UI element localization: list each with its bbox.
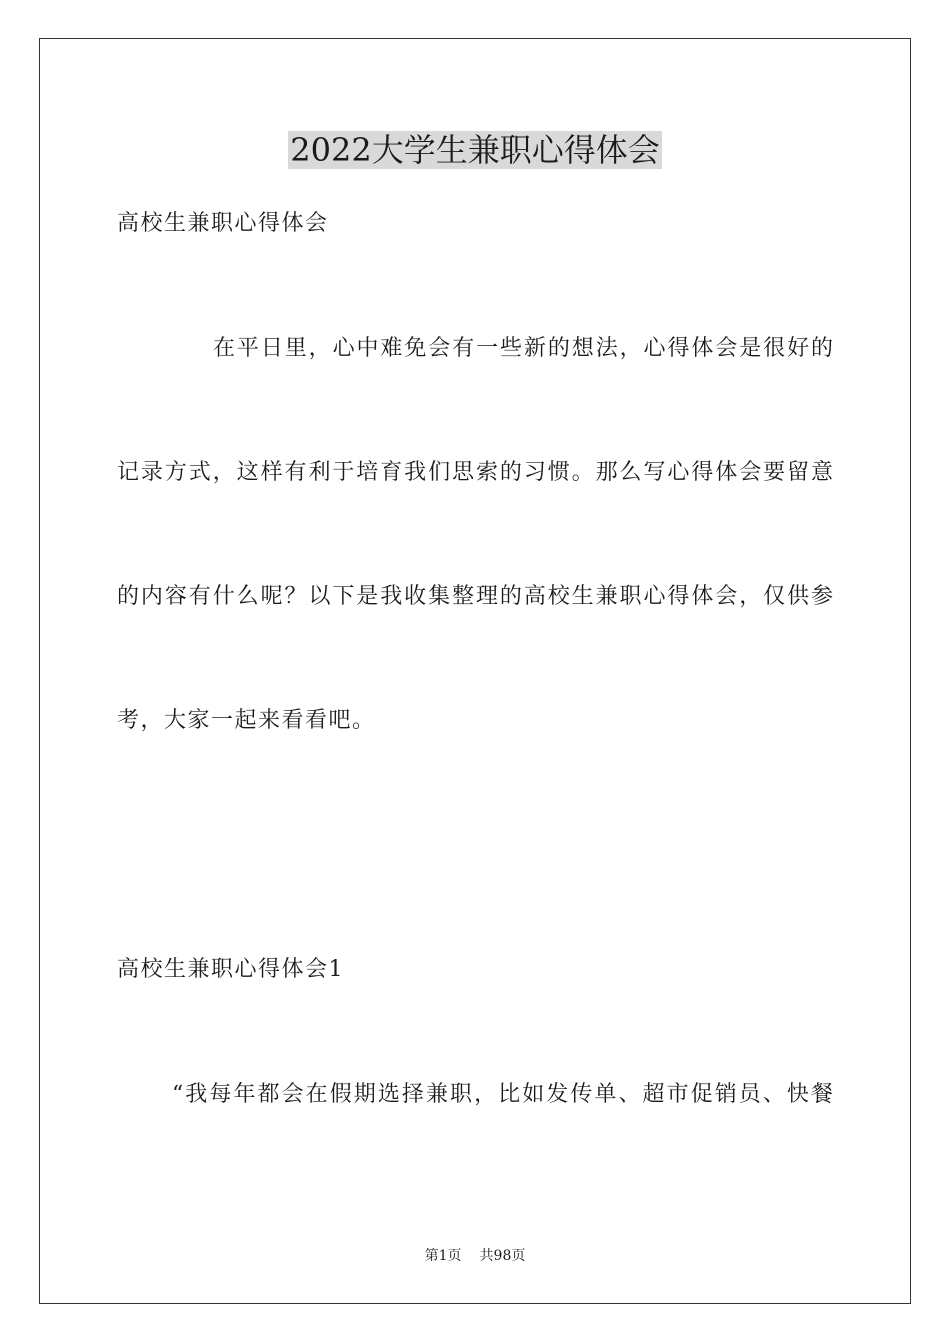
page-number: 第1页 bbox=[424, 1248, 462, 1264]
document-subtitle: 高校生兼职心得体会 bbox=[117, 211, 329, 236]
page-total: 共98页 bbox=[479, 1248, 526, 1264]
section-heading: 高校生兼职心得体会1 bbox=[117, 957, 344, 982]
page-footer bbox=[0, 1246, 950, 1266]
intro-line-3: 的内容有什么呢？以下是我收集整理的高校生兼职心得体会，仅供参 bbox=[117, 584, 833, 609]
document-title-text: 2022大学生兼职心得体会 bbox=[290, 131, 660, 169]
intro-line-4: 考，大家一起来看看吧。 bbox=[117, 708, 376, 733]
intro-line-2: 记录方式，这样有利于培育我们思索的习惯。那么写心得体会要留意 bbox=[117, 460, 833, 485]
section-line-1: “我每年都会在假期选择兼职，比如发传单、超市促销员、快餐 bbox=[172, 1082, 833, 1107]
document-title bbox=[0, 128, 950, 172]
intro-line-1: 在平日里，心中难免会有一些新的想法，心得体会是很好的 bbox=[213, 336, 833, 361]
